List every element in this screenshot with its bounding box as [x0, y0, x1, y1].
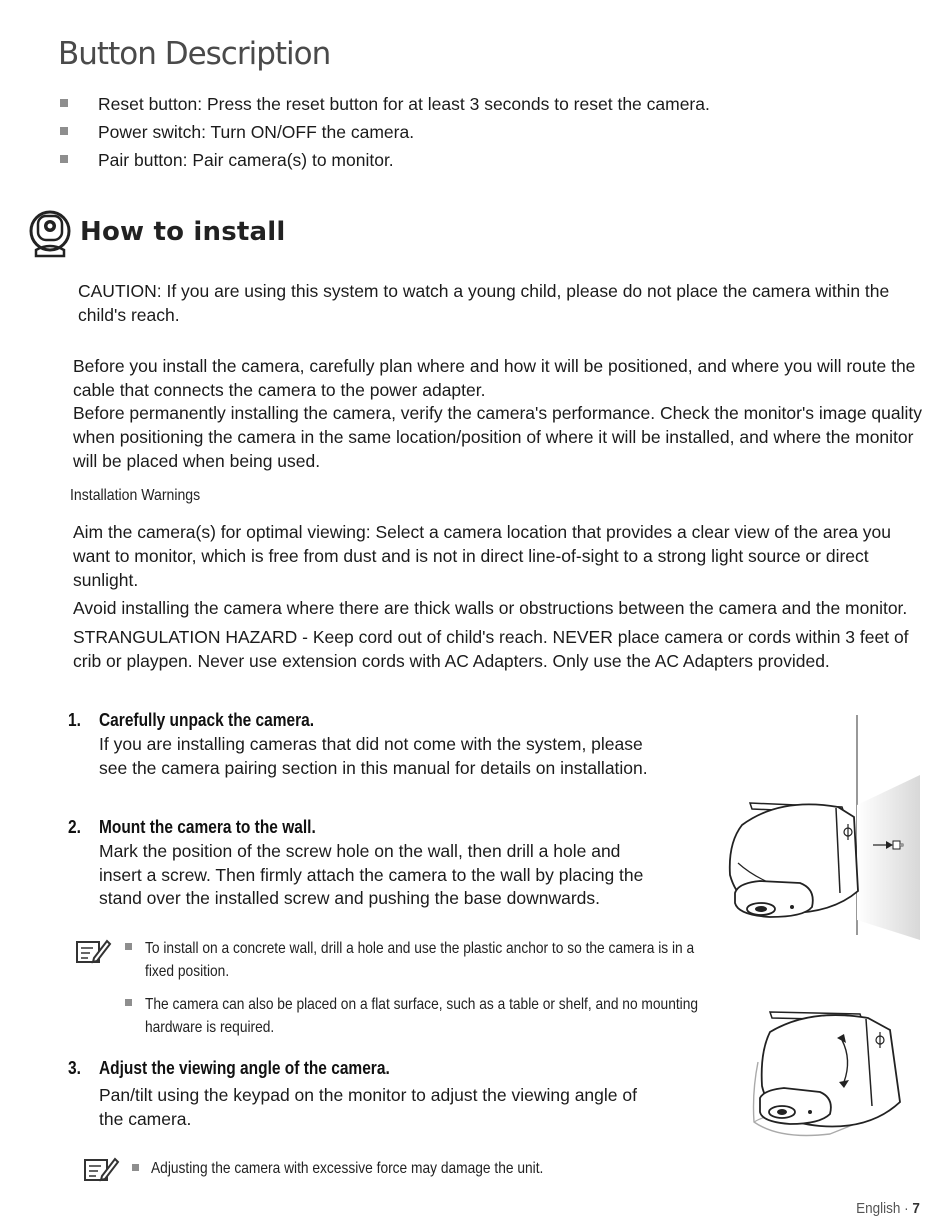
step-title: Mount the camera to the wall. [99, 817, 316, 837]
page-number: 7 [912, 1200, 920, 1217]
intro-paragraph-2: Before permanently installing the camera, verify the camera's performance. Check the monitor's image quality when positioning the camera in the same location/position of where it will be installed, and where the monitor will be placed when being used. [73, 403, 923, 471]
step-body: If you are installing cameras that did not come with the system, please see the camera pairing section in this manual for details on installation. [99, 734, 648, 778]
list-item [58, 146, 918, 174]
step-number: 3. [68, 1058, 81, 1078]
bullet-square-icon [60, 127, 68, 135]
note-item: Adjusting the camera with excessive force may damage the unit. [151, 1160, 544, 1177]
button-description-list [58, 90, 918, 174]
step-number: 2. [68, 817, 81, 837]
step-title: Carefully unpack the camera. [99, 710, 315, 730]
list-item [58, 90, 918, 118]
step-title: Adjust the viewing angle of the camera. [99, 1058, 390, 1078]
warning-paragraph: Avoid installing the camera where there are thick walls or obstructions between the camera and the monitor. [73, 598, 908, 618]
footer-separator: · [900, 1200, 913, 1217]
note-item: The camera can also be placed on a flat surface, such as a table or shelf, and no mounting hardware is required. [145, 996, 699, 1036]
warning-paragraph: STRANGULATION HAZARD - Keep cord out of child's reach. NEVER place camera or cords within 3 feet of crib or playpen. Never use extension cords with AC Adapters. Only use the AC Adapters provided. [73, 627, 909, 671]
note-pencil-icon [82, 1154, 120, 1184]
list-item-text: Power switch: Turn ON/OFF the camera. [98, 122, 415, 142]
footer-language: English [856, 1200, 901, 1217]
step-number: 1. [68, 710, 81, 730]
page-footer [856, 1200, 920, 1217]
intro-paragraph-1: Before you install the camera, carefully plan where and how it will be positioned, and where you will route the cable that connects the camera to the power adapter. [73, 356, 916, 400]
bullet-square-icon [125, 999, 132, 1006]
section-title: How to install [80, 217, 286, 247]
installation-warnings-heading: Installation Warnings [70, 487, 201, 504]
note-item: To install on a concrete wall, drill a hole and use the plastic anchor to so the camera is in a fixed position. [145, 940, 695, 980]
caution-text: CAUTION: If you are using this system to watch a young child, please do not place the camera within the child's reach. [78, 281, 890, 325]
page-title: Button Description [58, 36, 331, 72]
list-item-text: Reset button: Press the reset button for at least 3 seconds to reset the camera. [98, 94, 710, 114]
bullet-square-icon [132, 1164, 139, 1171]
wall-mount-camera-illustration [720, 715, 925, 945]
note-pencil-icon [74, 936, 112, 966]
step-body: Mark the position of the screw hole on the wall, then drill a hole and insert a screw. Then firmly attach the camera to the wall by placing the stand over the installed screw and pushing the base downwards. [99, 841, 644, 908]
bullet-square-icon [125, 943, 132, 950]
bullet-square-icon [60, 155, 68, 163]
step-body: Pan/tilt using the keypad on the monitor to adjust the viewing angle of the camera. [99, 1085, 637, 1129]
bullet-square-icon [60, 99, 68, 107]
list-item [58, 118, 918, 146]
list-item-text: Pair button: Pair camera(s) to monitor. [98, 150, 394, 170]
camera-icon [28, 206, 72, 260]
tilt-camera-illustration [740, 1002, 925, 1142]
warning-paragraph: Aim the camera(s) for optimal viewing: Select a camera location that provides a clear view of the area you want to monitor, which is free from dust and is not in direct line-of-sight to a strong light source or direct sunlight. [73, 522, 892, 590]
